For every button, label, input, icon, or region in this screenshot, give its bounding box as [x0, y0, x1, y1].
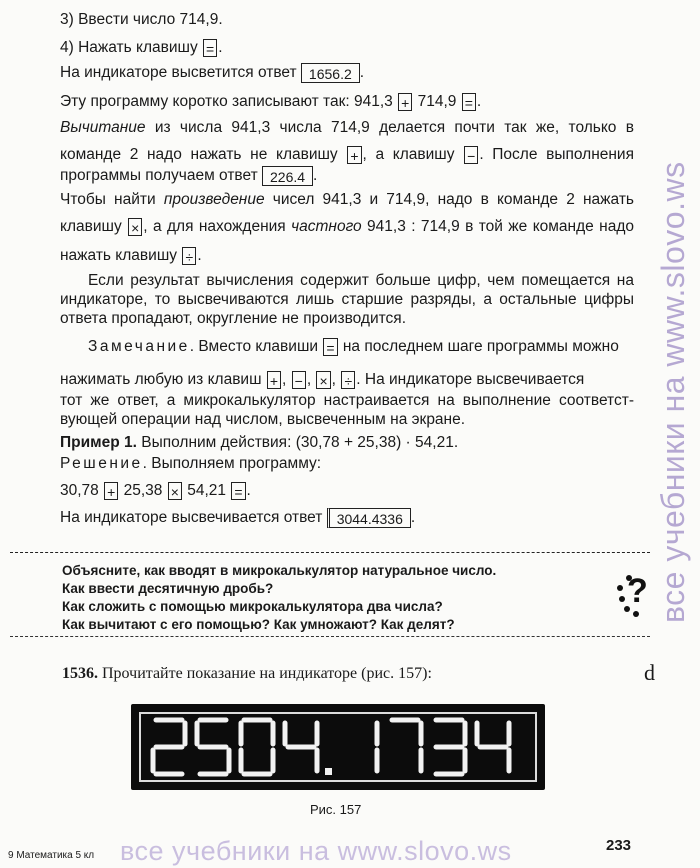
- question-4: Как вычитают с его помощью? Как умножают? Как делят?: [62, 617, 455, 632]
- footer-left: 9 Математика 5 кл: [8, 850, 95, 861]
- subtraction-line-1: Вычитание из числа 941,3 числа 714,9 делается почти так же, только в: [60, 119, 634, 136]
- answer-line-3: На индикаторе высвечивается ответ 3044.4336 .: [60, 509, 416, 527]
- question-block-top-rule: [10, 552, 650, 553]
- watermark-bottom: все учебники на www.slovo.ws: [120, 836, 512, 866]
- overflow-para-2: индикаторе, то высвечиваются лишь старшие разряды, а остальные цифры: [60, 291, 634, 308]
- calculator-display: [131, 704, 545, 790]
- key-equals: =: [462, 93, 476, 111]
- key-equals: =: [231, 482, 245, 500]
- page-number: 233: [606, 837, 632, 854]
- note-line-3: тот же ответ, а микрокалькулятор настраивается на выполнение соответст-: [60, 392, 634, 409]
- note-line-1: Замечание. Вместо клавиши = на последнем шаге программы можно: [88, 338, 619, 356]
- program-line: Эту программу коротко записывают так: 941,3 + 714,9 = .: [60, 93, 482, 111]
- key-divide: ÷: [341, 371, 355, 389]
- key-times: ×: [128, 218, 142, 236]
- key-plus: +: [104, 482, 118, 500]
- question-mark-icon: ?: [615, 566, 657, 626]
- example-program: 30,78 + 25,38 × 54,21 = .: [60, 482, 251, 500]
- product-line-2: клавишу × , а для нахождения частного 941,3 : 714,9 в той же команде надо: [60, 218, 635, 236]
- display-decimal-point: [325, 768, 332, 775]
- overflow-para-3: ответа пропадают, округление не производится.: [60, 310, 407, 327]
- step-4: 4) Нажать клавишу = .: [60, 39, 223, 57]
- key-equals: =: [323, 338, 337, 356]
- figure-caption: Рис. 157: [310, 802, 362, 817]
- key-minus: −: [292, 371, 306, 389]
- overflow-para-1: Если результат вычисления содержит больше цифр, чем помещается на: [88, 272, 634, 289]
- key-plus: +: [398, 93, 412, 111]
- note-line-4: вующей операции над числом, высвеченным на экране.: [60, 411, 466, 428]
- question-block-bottom-rule: [10, 636, 650, 637]
- key-plus: +: [267, 371, 281, 389]
- question-1: Объясните, как вводят в микрокалькулятор натуральное число.: [62, 563, 497, 578]
- key-minus: −: [464, 146, 478, 164]
- question-3: Как сложить с помощью микрокалькулятора два числа?: [62, 599, 443, 614]
- answer-line-1: На индикаторе высветится ответ 1656.2 .: [60, 64, 365, 82]
- subtraction-line-2: команде 2 надо нажать не клавишу + , а клавишу − . После выполнения: [60, 146, 634, 164]
- key-times: ×: [316, 371, 330, 389]
- key-divide: ÷: [182, 247, 196, 265]
- example-line: Пример 1. Выполним действия: (30,78 + 25,38) · 54,21.: [60, 434, 459, 451]
- solution-line: Решение. Выполняем программу:: [60, 455, 322, 472]
- answer-line-2: программы получаем ответ 226.4 .: [60, 167, 318, 185]
- key-plus: +: [347, 146, 361, 164]
- question-2: Как ввести десятичную дробь?: [62, 581, 274, 596]
- display-value-3: 3044.4336: [327, 508, 411, 528]
- step-3: 3) Ввести число 714,9.: [60, 11, 223, 28]
- key-times: ×: [168, 482, 182, 500]
- product-line-1: Чтобы найти произведение чисел 941,3 и 714,9, надо в команде 2 нажать: [60, 191, 634, 208]
- exercise-1536: 1536. Прочитайте показание на индикаторе (рис. 157):: [62, 665, 432, 682]
- key-equals: =: [203, 39, 217, 57]
- display-value-1: 1656.2: [301, 63, 360, 83]
- watermark-vertical: все учебники на www.slovo.ws: [655, 161, 691, 623]
- quotient-line: нажать клавишу ÷ .: [60, 247, 202, 265]
- note-line-2: нажимать любую из клавиш + , − , × , ÷ . На индикаторе высвечивается: [60, 371, 585, 389]
- margin-mark: d: [644, 660, 655, 685]
- display-value-2: 226.4: [262, 166, 313, 186]
